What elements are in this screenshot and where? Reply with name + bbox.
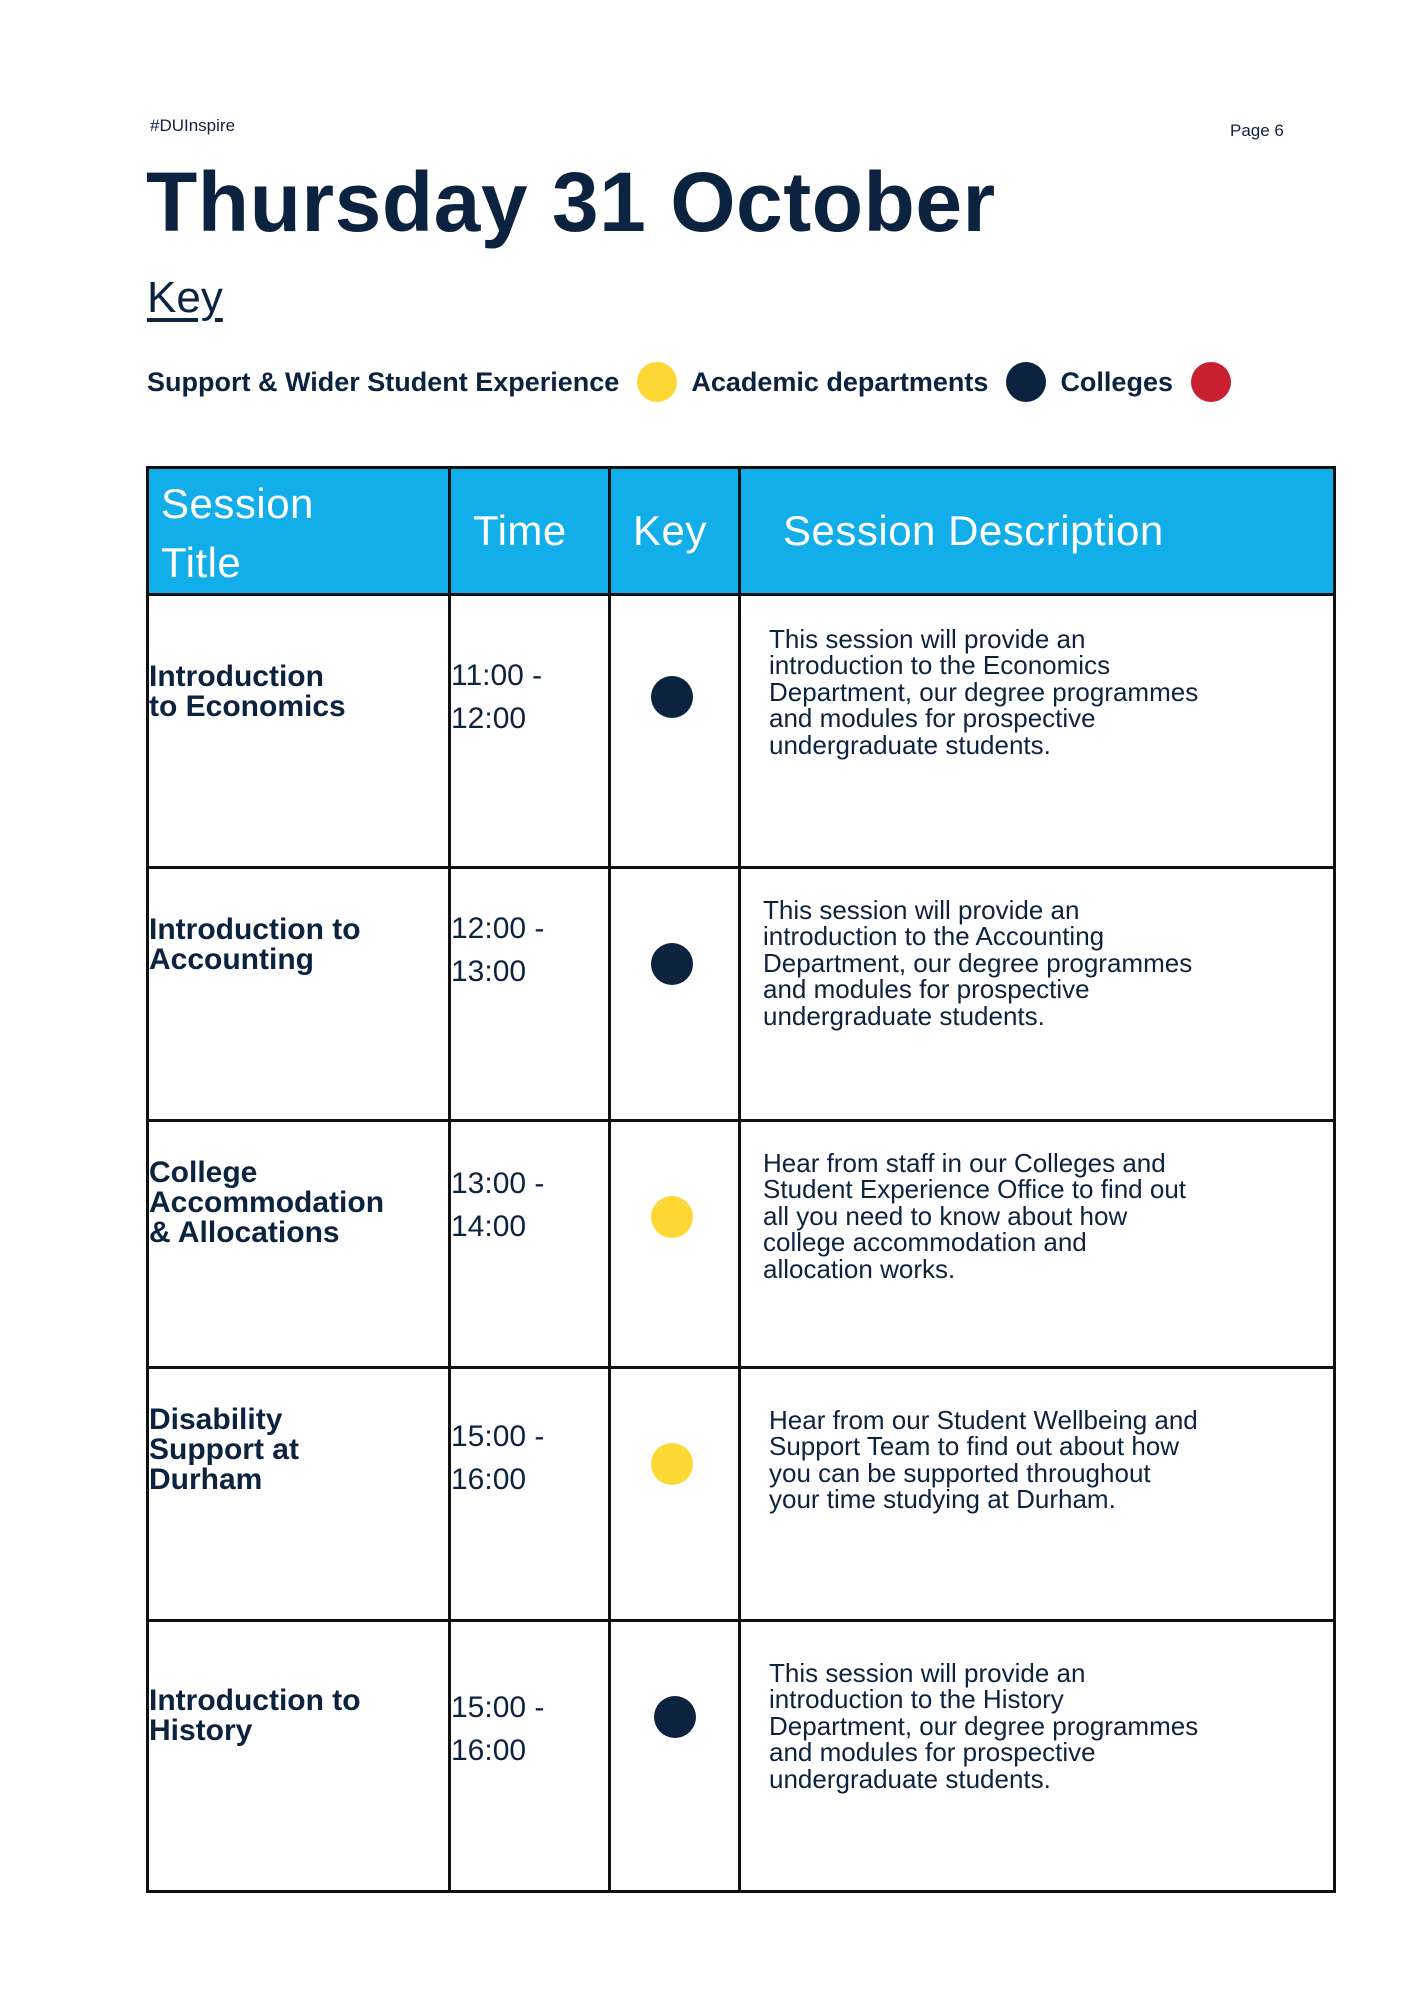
table-row bbox=[148, 594, 1335, 867]
session-description-line: and modules for prospective bbox=[769, 1737, 1096, 1768]
session-description-line: introduction to the History bbox=[769, 1684, 1064, 1715]
legend-label-colleges: Colleges bbox=[1060, 366, 1173, 397]
session-time-line: 12:00 bbox=[451, 702, 527, 736]
session-title-line: History bbox=[149, 1713, 253, 1747]
session-title-line: College bbox=[149, 1155, 258, 1189]
navy-dot-icon bbox=[654, 1696, 696, 1738]
table-row bbox=[148, 867, 1335, 1120]
session-description-line: Department, our degree programmes bbox=[769, 676, 1199, 707]
legend-label-support: Support & Wider Student Experience bbox=[147, 366, 620, 397]
session-time-line: 11:00 - bbox=[451, 658, 543, 692]
session-time-line: 16:00 bbox=[451, 1463, 527, 1497]
session-time-cell bbox=[450, 1367, 610, 1620]
legend-item-colleges bbox=[1060, 362, 1245, 402]
session-description-line: Hear from our Student Wellbeing and bbox=[769, 1404, 1198, 1435]
page-title: Thursday 31 October bbox=[146, 155, 996, 249]
session-title-line: Support at bbox=[149, 1432, 299, 1466]
session-time-line: 14:00 bbox=[451, 1210, 527, 1244]
session-key-cell bbox=[610, 1120, 740, 1367]
session-title-line: to Economics bbox=[149, 689, 346, 723]
session-description-line: This session will provide an bbox=[769, 1657, 1086, 1688]
navy-dot-icon bbox=[651, 676, 693, 718]
session-description-line: college accommodation and bbox=[763, 1227, 1087, 1258]
session-description-cell bbox=[740, 594, 1335, 867]
header-session-description bbox=[740, 468, 1335, 595]
session-description-line: undergraduate students. bbox=[769, 1763, 1051, 1794]
session-description-cell bbox=[740, 1620, 1335, 1891]
session-key-cell bbox=[610, 594, 740, 867]
session-title-line: Accommodation bbox=[149, 1185, 385, 1219]
header-time bbox=[450, 468, 610, 595]
session-title-cell bbox=[148, 1620, 450, 1891]
yellow-dot-icon bbox=[637, 362, 677, 402]
key-heading: Key bbox=[147, 273, 223, 322]
session-time-line: 13:00 - bbox=[451, 1166, 545, 1200]
session-description-line: Hear from staff in our Colleges and bbox=[763, 1147, 1166, 1178]
session-description-line: introduction to the Accounting bbox=[763, 921, 1105, 952]
session-key-cell bbox=[610, 1620, 740, 1891]
legend-label-academic: Academic departments bbox=[691, 366, 989, 397]
session-description-line: undergraduate students. bbox=[769, 729, 1051, 760]
session-time-cell bbox=[450, 594, 610, 867]
session-time-cell bbox=[450, 1620, 610, 1891]
session-title-line: Disability bbox=[149, 1402, 283, 1436]
session-description-line: Support Team to find out about how bbox=[769, 1431, 1180, 1462]
session-description-line: your time studying at Durham. bbox=[769, 1484, 1116, 1515]
table-row bbox=[148, 1367, 1335, 1620]
legend-item-academic bbox=[691, 362, 1060, 402]
session-title-line: Durham bbox=[149, 1462, 263, 1496]
session-title-cell bbox=[148, 867, 450, 1120]
key-legend bbox=[147, 360, 1327, 404]
hashtag-label: #DUInspire bbox=[150, 116, 236, 135]
red-dot-icon bbox=[1191, 362, 1231, 402]
header-key-label: Key bbox=[633, 506, 707, 554]
session-time-cell bbox=[450, 1120, 610, 1367]
session-time-line: 12:00 - bbox=[451, 911, 545, 945]
session-time-line: 15:00 - bbox=[451, 1690, 545, 1724]
session-time-line: 16:00 bbox=[451, 1734, 527, 1768]
session-description-line: introduction to the Economics bbox=[769, 650, 1111, 681]
header-session-title bbox=[148, 468, 450, 595]
yellow-dot-icon bbox=[651, 1196, 693, 1238]
session-title-line: Introduction to bbox=[149, 912, 361, 946]
session-title-line: Accounting bbox=[149, 942, 314, 976]
session-time-line: 15:00 - bbox=[451, 1419, 545, 1453]
session-title-cell bbox=[148, 594, 450, 867]
header-session-title-line1: Session bbox=[161, 480, 314, 527]
session-description-line: Student Experience Office to find out bbox=[763, 1174, 1187, 1205]
header-session-title-line2: Title bbox=[161, 538, 242, 586]
session-title-line: Introduction to bbox=[149, 1683, 361, 1717]
session-description-line: you can be supported throughout bbox=[769, 1457, 1151, 1488]
navy-dot-icon bbox=[651, 943, 693, 985]
navy-dot-icon bbox=[1006, 362, 1046, 402]
session-title-line: Introduction bbox=[149, 659, 324, 693]
session-description-line: and modules for prospective bbox=[763, 974, 1090, 1005]
session-key-cell bbox=[610, 1367, 740, 1620]
session-key-cell bbox=[610, 867, 740, 1120]
session-description-line: and modules for prospective bbox=[769, 703, 1096, 734]
session-description-cell bbox=[740, 1367, 1335, 1620]
session-description-cell bbox=[740, 1120, 1335, 1367]
table-header-row bbox=[148, 468, 1335, 595]
session-description-cell bbox=[740, 867, 1335, 1120]
session-schedule-table bbox=[146, 466, 1336, 1893]
session-description-line: This session will provide an bbox=[769, 623, 1086, 654]
session-description-line: all you need to know about how bbox=[763, 1200, 1128, 1231]
session-title-cell bbox=[148, 1120, 450, 1367]
header-key bbox=[610, 468, 740, 595]
session-title-cell bbox=[148, 1367, 450, 1620]
session-time-cell bbox=[450, 867, 610, 1120]
legend-item-support bbox=[147, 362, 691, 402]
session-title-line: & Allocations bbox=[149, 1215, 340, 1249]
header-description-label: Session Description bbox=[783, 506, 1164, 554]
session-description-line: Department, our degree programmes bbox=[769, 1710, 1199, 1741]
table-row bbox=[148, 1620, 1335, 1891]
session-description-line: This session will provide an bbox=[763, 894, 1080, 925]
page-number: Page 6 bbox=[1230, 121, 1284, 140]
session-description-line: Department, our degree programmes bbox=[763, 947, 1193, 978]
yellow-dot-icon bbox=[651, 1443, 693, 1485]
header-time-label: Time bbox=[473, 506, 567, 554]
table-row bbox=[148, 1120, 1335, 1367]
session-description-line: undergraduate students. bbox=[763, 1000, 1045, 1031]
session-time-line: 13:00 bbox=[451, 955, 527, 989]
session-description-line: allocation works. bbox=[763, 1253, 956, 1284]
